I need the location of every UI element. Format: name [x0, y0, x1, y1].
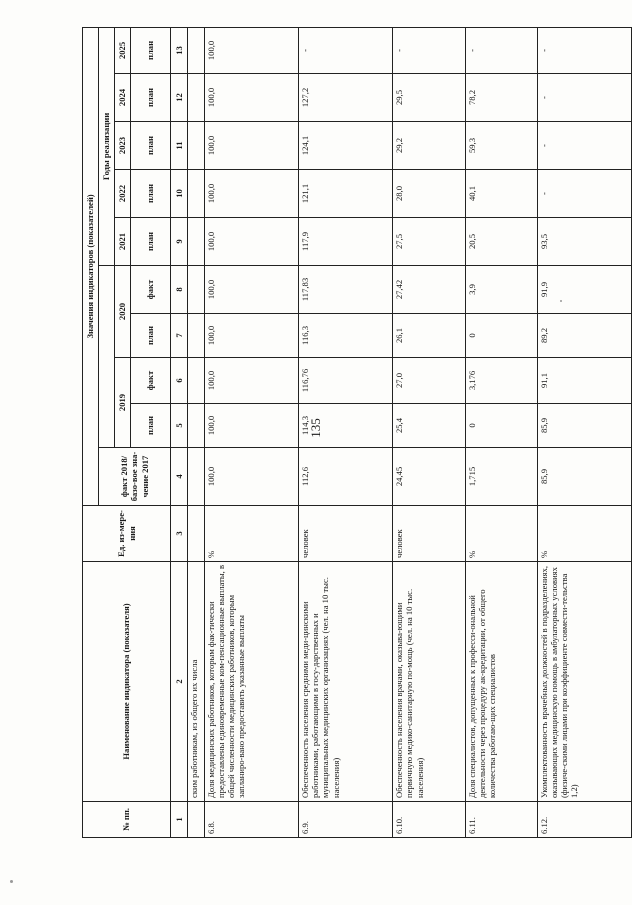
plan-2022: 28,0	[393, 170, 465, 218]
header-fact-2019: факт	[131, 358, 171, 404]
indicator-name: Обеспеченность населения средними меди-цинскими работниками, работающими в госу-дарственных и муниципальных медицинских организациях (чел. на 10 тыс. населения)	[299, 562, 393, 802]
header-no: № пп.	[83, 802, 171, 838]
row-number: 6.8.	[205, 802, 299, 838]
table-row	[537, 27, 631, 837]
header-plan-2023: план	[131, 122, 171, 170]
continuation-cell	[188, 218, 205, 266]
plan-2025: -	[465, 27, 537, 73]
row-number: 6.11.	[465, 802, 537, 838]
continuation-cell	[188, 122, 205, 170]
fact-2020: 100,0	[205, 266, 299, 314]
continuation-cell	[188, 266, 205, 314]
column-index: 8	[171, 266, 188, 314]
plan-2025: 100,0	[205, 27, 299, 73]
plan-2019: 114,3	[299, 404, 393, 448]
header-plan-2022: план	[131, 170, 171, 218]
unit-cell: человек	[393, 506, 465, 562]
plan-2021: 20,5	[465, 218, 537, 266]
continuation-cell	[188, 404, 205, 448]
fact-2020: 91,9	[537, 266, 631, 314]
plan-2020: 116,3	[299, 314, 393, 358]
plan-2023: -	[537, 122, 631, 170]
column-index: 12	[171, 74, 188, 122]
unit-cell: %	[465, 506, 537, 562]
plan-2023: 124,1	[299, 122, 393, 170]
header-base: факт 2018/базо-вое зна-чение 2017	[99, 448, 171, 506]
indicator-name: Обеспеченность населения врачами, оказыва-ющими первичную медико-санитарную по-мощь (чел. на 10 тыс. населения)	[393, 562, 465, 802]
fact-2020: 27,42	[393, 266, 465, 314]
plan-2020: 0	[465, 314, 537, 358]
indicator-name: Доля специалистов, допущенных к професси-ональной деятельности через процедуру ак-кредитации, от общего количества работаю-щих специалистов	[465, 562, 537, 802]
plan-2020: 26,1	[393, 314, 465, 358]
continuation-cell	[188, 27, 205, 73]
column-index: 13	[171, 27, 188, 73]
row-number: 6.12.	[537, 802, 631, 838]
plan-2019: 25,4	[393, 404, 465, 448]
indicator-name: Укомплектованность врачебных должностей в подразделениях, оказывающих медицинскую помощь в амбулаторных условиях (физиче-скими лицами при коэффициенте совмести-тельства 1,2)	[537, 562, 631, 802]
plan-2022: 40,1	[465, 170, 537, 218]
header-blank	[99, 266, 115, 448]
unit-cell: человек	[299, 506, 393, 562]
header-year-2022: 2022	[115, 170, 131, 218]
scan-speck	[560, 300, 562, 302]
fact-2019: 116,76	[299, 358, 393, 404]
fact-2019: 27,0	[393, 358, 465, 404]
base-value: 24,45	[393, 448, 465, 506]
header-unit: Ед. из-мере-ния	[83, 506, 171, 562]
header-plan-2025: план	[131, 27, 171, 73]
indicator-table-rotated	[82, 28, 632, 838]
unit-cell: %	[537, 506, 631, 562]
unit-cell: %	[205, 506, 299, 562]
plan-2022: 100,0	[205, 170, 299, 218]
continuation-no	[188, 802, 205, 838]
plan-2019: 85,9	[537, 404, 631, 448]
plan-2021: 117,9	[299, 218, 393, 266]
plan-2025: -	[299, 27, 393, 73]
column-index: 10	[171, 170, 188, 218]
plan-2019: 100,0	[205, 404, 299, 448]
fact-2019: 3,176	[465, 358, 537, 404]
page-number: 135	[308, 418, 323, 438]
header-years-realization: Годы реализации	[99, 27, 115, 265]
header-year-2019: 2019	[115, 358, 131, 448]
continuation-cell	[188, 170, 205, 218]
header-year-2025: 2025	[115, 27, 131, 73]
column-index: 3	[171, 506, 188, 562]
plan-2020: 89,2	[537, 314, 631, 358]
column-index: 1	[171, 802, 188, 838]
base-value: 1,715	[465, 448, 537, 506]
base-value: 85,9	[537, 448, 631, 506]
plan-2024: 127,2	[299, 74, 393, 122]
base-value: 112,6	[299, 448, 393, 506]
header-year-2024: 2024	[115, 74, 131, 122]
column-index: 7	[171, 314, 188, 358]
column-index: 9	[171, 218, 188, 266]
plan-2021: 27,5	[393, 218, 465, 266]
plan-2024: 29,5	[393, 74, 465, 122]
header-fact-2020: факт	[131, 266, 171, 314]
plan-2025: -	[393, 27, 465, 73]
header-year-2023: 2023	[115, 122, 131, 170]
header-plan-2021: план	[131, 218, 171, 266]
header-year-2021: 2021	[115, 218, 131, 266]
header-plan-2024: план	[131, 74, 171, 122]
header-plan-2020: план	[131, 314, 171, 358]
header-plan-2019: план	[131, 404, 171, 448]
plan-2023: 29,2	[393, 122, 465, 170]
column-index: 5	[171, 404, 188, 448]
plan-2022: 121,1	[299, 170, 393, 218]
continuation-cell	[188, 506, 205, 562]
scan-speck	[10, 880, 13, 883]
continuation-cell	[188, 358, 205, 404]
column-index: 11	[171, 122, 188, 170]
base-value: 100,0	[205, 448, 299, 506]
row-number: 6.9.	[299, 802, 393, 838]
continuation-cell	[188, 74, 205, 122]
table-row	[205, 27, 299, 837]
plan-2024: 100,0	[205, 74, 299, 122]
fact-2019: 100,0	[205, 358, 299, 404]
plan-2021: 93,5	[537, 218, 631, 266]
plan-2021: 100,0	[205, 218, 299, 266]
plan-2023: 59,3	[465, 122, 537, 170]
column-index: 4	[171, 448, 188, 506]
plan-2022: -	[537, 170, 631, 218]
table-row	[299, 27, 393, 837]
fact-2019: 91,1	[537, 358, 631, 404]
indicator-table	[82, 27, 632, 838]
fact-2020: 117,83	[299, 266, 393, 314]
plan-2025: -	[537, 27, 631, 73]
column-index: 6	[171, 358, 188, 404]
continuation-cell	[188, 314, 205, 358]
plan-2024: -	[537, 74, 631, 122]
table-row	[465, 27, 537, 837]
header-indicators: Значения индикаторов (показателей)	[83, 27, 99, 505]
table-row	[393, 27, 465, 837]
continuation-text: ским работникам, из общего их числа	[188, 562, 205, 802]
continuation-cell	[188, 448, 205, 506]
header-year-2020: 2020	[115, 266, 131, 358]
plan-2019: 0	[465, 404, 537, 448]
plan-2023: 100,0	[205, 122, 299, 170]
fact-2020: 3,9	[465, 266, 537, 314]
indicator-name: Доля медицинских работников, которым фак-тически предоставлены единовременные ком-пенсационные выплаты, в общей численности медицинских работников, которым запланиро-вано предоставить указанные выплаты	[205, 562, 299, 802]
row-number: 6.10.	[393, 802, 465, 838]
header-name: Наименование индикатора (показателя)	[83, 562, 171, 802]
plan-2024: 78,2	[465, 74, 537, 122]
plan-2020: 100,0	[205, 314, 299, 358]
column-index: 2	[171, 562, 188, 802]
